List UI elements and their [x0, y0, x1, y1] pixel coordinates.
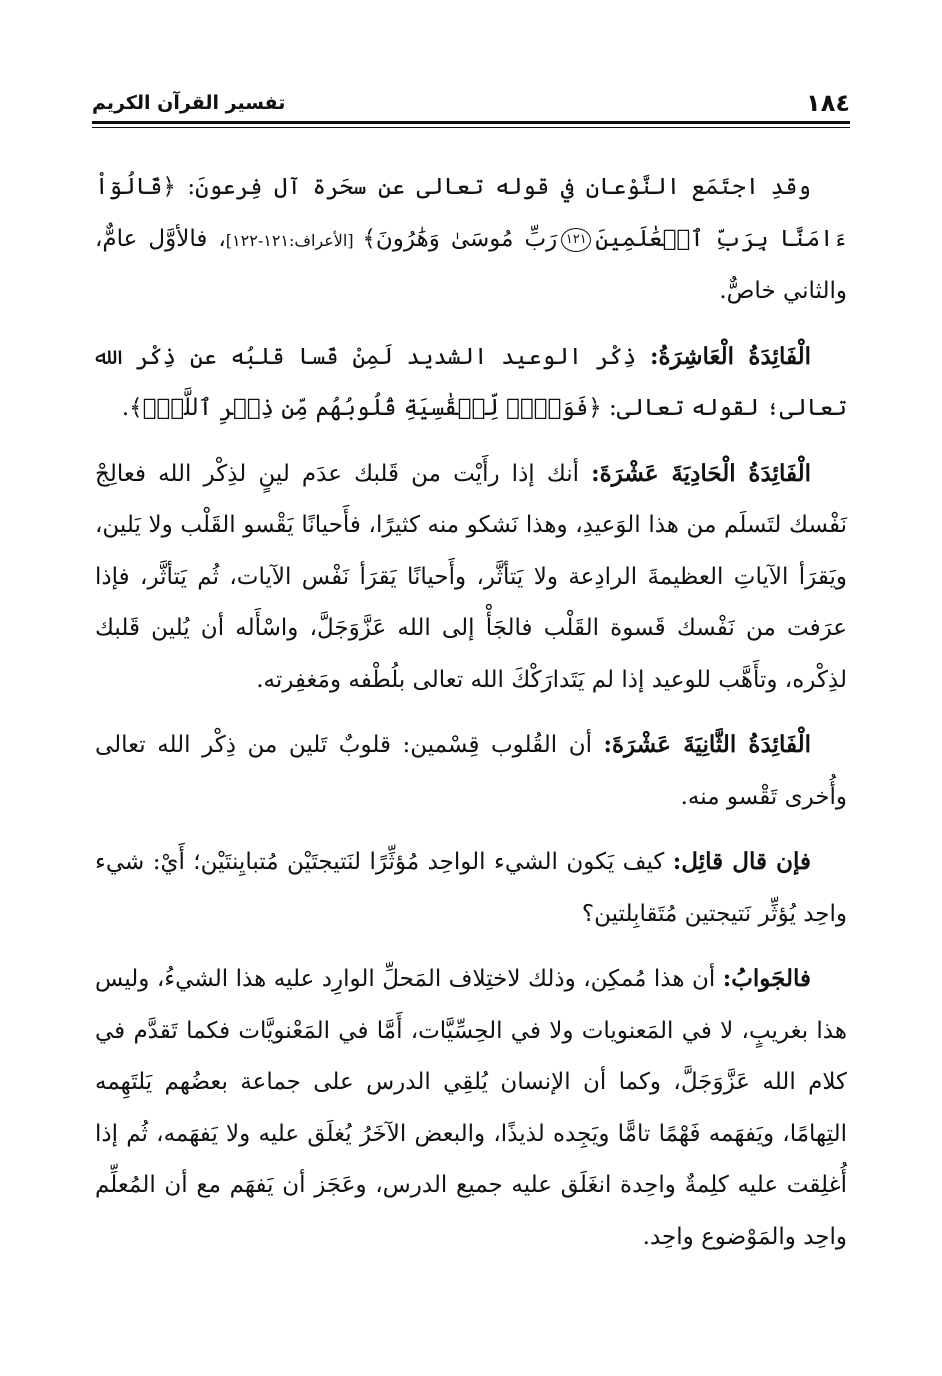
quran-verse-continued: رَبِّ مُوسَىٰ وَهَٰرُونَ﴾ — [362, 225, 558, 252]
benefit-heading-12: الْفَائِدَةُ الثَّانِيَةَ عَشْرَةَ: — [603, 731, 811, 758]
paragraph-text-end: . — [121, 395, 130, 421]
page-number: ١٨٤ — [806, 89, 850, 117]
paragraph-1 — [95, 162, 847, 318]
paragraph-3 — [95, 448, 847, 707]
quran-verse: ﴿فَوَيۡلٞ لِّلۡقَٰسِيَةِ قُلُوبُهُم مِّن ذِكۡرِ ٱللَّهِۚ﴾ — [129, 395, 602, 421]
verse-reference: [الأعراف:١٢١-١٢٢] — [225, 230, 363, 250]
quran-verse: ﴿قَالُوٓاْ ءَامَنَّا بِرَبِّ ٱلۡعَٰلَمِينَ — [95, 174, 848, 252]
question-heading: فإن قال قائِل: — [672, 848, 811, 875]
header-rule-thick — [92, 121, 850, 124]
benefit-heading-11: الْفَائِدَةُ الْحَادِيَةَ عَشْرَةَ: — [591, 459, 811, 487]
paragraph-4 — [95, 719, 847, 823]
paragraph-text: أن هذا مُمكِن، وذلك لاختِلاف المَحلِّ الوارِد عليه هذا الشيءُ، وليس هذا بغريبٍ، لا في المَعنويات ولا في الحِسِّيَّات، أَمَّا في المَعْنويَّات فكما تَقدَّم في كلام الله عَزَّوَجَلَّ، وكما أن الإنسان يُلقِي الدرس على جماعة بعضُهم يَلتَهِمه التِهامًا، ويَفهَمه فَهْمًا تامًّا ويَجِده لذيذًا، والبعض الآخَرُ يُغلَق عليه ولا يَفهَمه، ثُم إذا أُغلِقت عليه كلِمةٌ واحِدة انغَلَق عليه جميع الدرس، وعَجَز أن يَفهَم مع أن المُعلِّم واحِد والمَوْضوع واحِد. — [95, 966, 847, 1250]
paragraph-6 — [95, 953, 847, 1263]
paragraph-text: ذِكْر الوعيد الشديد لَمِنْ قَسا قلبُه عن ذِكْر الله تعالى؛ لقوله تعالى: — [95, 343, 847, 421]
book-title: تفسير القرآن الكريم — [92, 92, 286, 114]
paragraph-text: كيف يَكون الشيء الواحِد مُؤثِّرًا لنَتيجتَيْن مُتبايِنتَيْن؛ أَيْ: شيء واحِد يُؤثِّر نَتيجتين مُتَقابِلتين؟ — [95, 849, 847, 927]
page-header — [92, 88, 850, 118]
paragraph-text: أن القُلوب قِسْمين: قلوبٌ تَلين من ذِكْر الله تعالى وأُخرى تَقْسو منه. — [95, 732, 847, 810]
ayah-number-marker: ١٢١ — [561, 228, 591, 252]
page-body — [95, 162, 847, 1276]
answer-heading: فالجَوابُ: — [722, 965, 811, 992]
benefit-heading-10: الْفَائِدَةُ الْعَاشِرَةُ: — [649, 342, 811, 370]
paragraph-2 — [95, 331, 847, 435]
paragraph-text: وقدِ اجتَمَع النَّوْعان في قوله تعالى عن سحَرة آل فِرعونَ: — [175, 174, 811, 200]
paragraph-text: أنك إذا رأَيْت من قَلبك عدَم لينٍ لذِكْر الله فعالِجْ نَفْسك لتَسلَم من هذا الوَعيدِ، وهذا نَشكو منه كثيرًا، فأَحيانًا يَقْسو القَلْب ولا يَلين، ويَقرَأ الآياتِ العظيمةَ الرادِعة ولا يَتأثَّر، وأَحيانًا يَقرَأ نَفْس الآيات، ثُم يَتأثَّر، فإذا عرَفت من نَفْسك قَسوة القَلْب فالجَأْ إلى الله عَزَّوَجَلَّ، واسْأَله أن يُلين قَلبك لذِكْره، وتأَهَّب للوعيد إذا لم يَتَدارَكْكَ الله تعالى بلُطْفه ومَغفِرته. — [95, 460, 847, 693]
paragraph-5 — [95, 836, 847, 940]
paragraph-text-end: ، فالأوَّل عامٌّ، والثاني خاصٌّ. — [95, 225, 847, 304]
header-rule-thin — [92, 127, 850, 128]
